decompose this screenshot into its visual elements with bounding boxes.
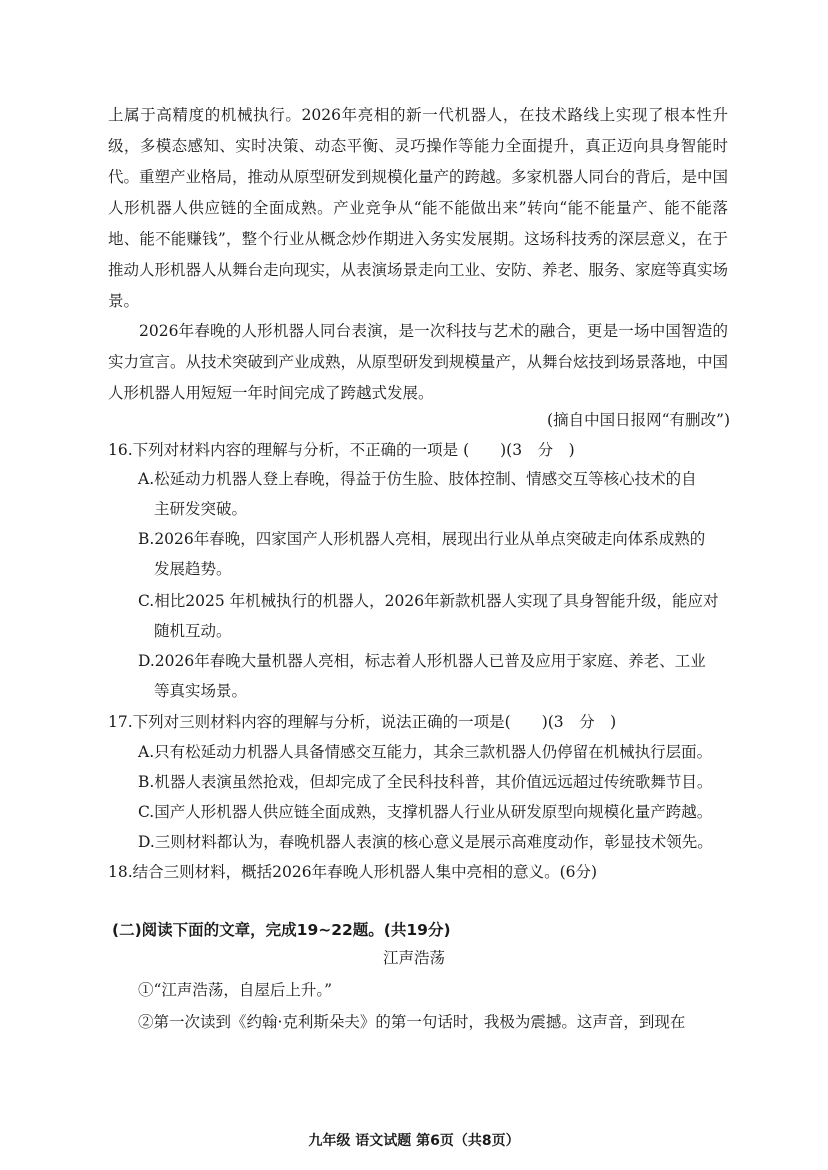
question-17-option-c: C.国产人形机器人供应链全面成熟，支撑机器人行业从研发原型向规模化量产跨越。 xyxy=(138,803,713,821)
question-16-option-d xyxy=(138,646,728,706)
question-16-stem: 16.下列对材料内容的理解与分析，不正确的一项是 ( )(3 分 ) xyxy=(108,441,575,459)
question-17-option-a: A.只有松延动力机器人具备情感交互能力，其余三款机器人仍停留在机械执行层面。 xyxy=(138,743,713,761)
question-16-option-a xyxy=(138,464,728,524)
article-paragraph-1: ①“江声浩荡，自屋后上升。” xyxy=(138,981,333,999)
option-text-cont: 发展趋势。 xyxy=(154,560,232,578)
question-17-option-d: D.三则材料都认为，春晚机器人表演的核心意义是展示高难度动作，彰显技术领先。 xyxy=(138,833,713,851)
question-18-stem: 18.结合三则材料，概括2026年春晚人形机器人集中亮相的意义。(6分) xyxy=(108,863,598,881)
option-text: D.2026年春晚大量机器人亮相，标志着人形机器人已普及应用于家庭、养老、工业 xyxy=(138,652,706,670)
option-text: A.松延动力机器人登上春晚，得益于仿生脸、肢体控制、情感交互等核心技术的自 xyxy=(138,470,697,488)
option-text-cont: 主研发突破。 xyxy=(154,500,248,518)
question-16-option-c xyxy=(138,586,728,646)
question-16-option-b xyxy=(138,524,728,584)
question-17-stem: 17.下列对三则材料内容的理解与分析，说法正确的一项是( )(3 分 ) xyxy=(108,713,617,731)
option-text: C.相比2025 年机械执行的机器人，2026年新款机器人实现了具身智能升级，能应对 xyxy=(138,592,719,610)
option-text: B.2026年春晚，四家国产人形机器人亮相，展现出行业从单点突破走向体系成熟的 xyxy=(138,530,706,548)
page-footer: 九年级 语文试题 第6页（共8页） xyxy=(308,1133,520,1149)
question-17-option-b: B.机器人表演虽然抢戏，但却完成了全民科技科普，其价值远远超过传统歌舞节目。 xyxy=(138,773,713,791)
material-paragraph-1: 上属于高精度的机械执行。2026年亮相的新一代机器人，在技术路线上实现了根本性升级，多模态感知、实时决策、动态平衡、灵巧操作等能力全面提升，真正迈向具身智能时代。重塑产业格局，推动从原型研发到规模化量产的跨越。多家机器人同台的背后，是中国人形机器人供应链的全面成熟。产业竞争从“能不能做出来”转向“能不能量产、能不能落地、能不能赚钱”，整个行业从概念炒作期进入务实发展期。这场科技秀的深层意义，在于推动人形机器人从舞台走向现实，从表演场景走向工业、安防、养老、服务、家庭等真实场景。 xyxy=(108,106,729,310)
material-paragraph-2: 2026年春晚的人形机器人同台表演，是一次科技与艺术的融合，更是一场中国智造的实力宣言。从技术突破到产业成熟，从原型研发到规模量产，从舞台炫技到场景落地，中国人形机器人用短短一年时间完成了跨越式发展。 xyxy=(108,322,729,402)
option-text-cont: 随机互动。 xyxy=(154,622,232,640)
option-text-cont: 等真实场景。 xyxy=(154,682,248,700)
section-heading: (二)阅读下面的文章，完成19~22题。(共19分) xyxy=(112,921,451,939)
article-paragraph-2: ②第一次读到《约翰·克利斯朵夫》的第一句话时，我极为震撼。这声音，到现在 xyxy=(138,1013,686,1031)
source-note: (摘自中国日报网“有删改”) xyxy=(547,411,730,429)
article-title: 江声浩荡 xyxy=(382,949,445,967)
